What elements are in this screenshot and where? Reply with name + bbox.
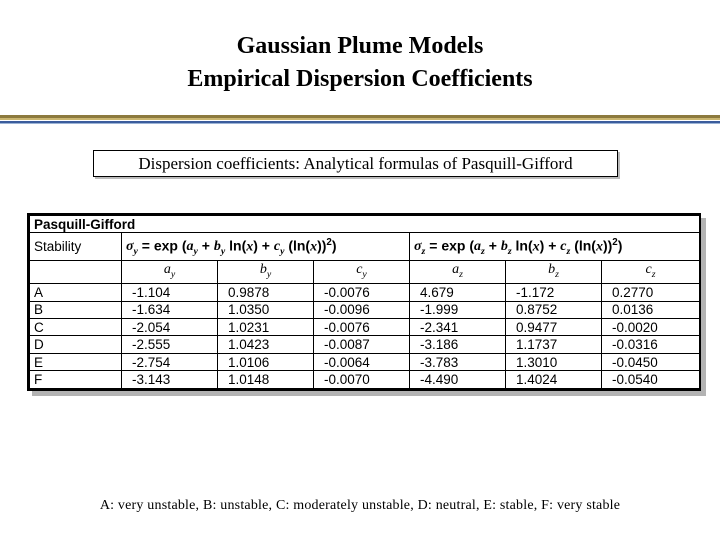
- coefficient-cell: 1.0350: [218, 301, 314, 318]
- coefficient-cell: -2.054: [122, 319, 218, 336]
- coefficient-cell: 0.9878: [218, 284, 314, 301]
- stability-legend: A: very unstable, B: unstable, C: moderately unstable, D: neutral, E: stable, F: very stable: [99, 498, 621, 513]
- stability-class: C: [30, 319, 122, 336]
- coefficient-cell: 1.3010: [506, 353, 602, 370]
- coefficient-cell: -3.783: [410, 353, 506, 370]
- coefficient-cell: -0.0076: [314, 284, 410, 301]
- title-line-1: Gaussian Plume Models: [236, 33, 484, 59]
- table-caption: Pasquill-Gifford: [30, 216, 700, 233]
- col-header-by: $b_y$: [218, 261, 314, 284]
- coefficients-table-container: [27, 213, 701, 391]
- stability-class: E: [30, 353, 122, 370]
- coefficient-cell: -0.0020: [602, 319, 700, 336]
- coefficient-cell: 0.0136: [602, 301, 700, 318]
- table-row: [30, 301, 700, 318]
- table-row: [30, 371, 700, 389]
- subtitle-box: Dispersion coefficients: Analytical formulas of Pasquill-Gifford: [93, 150, 618, 177]
- coefficient-cell: -0.0096: [314, 301, 410, 318]
- col-header-ay: $a_y$: [122, 261, 218, 284]
- coefficient-cell: 1.0231: [218, 319, 314, 336]
- coefficient-cell: 0.9477: [506, 319, 602, 336]
- coefficient-cell: 1.4024: [506, 371, 602, 389]
- col-header-bz: $b_z$: [506, 261, 602, 284]
- coefficient-cell: 1.1737: [506, 336, 602, 353]
- coefficient-cell: 0.2770: [602, 284, 700, 301]
- coefficient-cell: 1.0148: [218, 371, 314, 389]
- divider-rule: [0, 118, 720, 120]
- col-header-cz: $c_z$: [602, 261, 700, 284]
- stability-header: Stability: [30, 233, 122, 261]
- coefficient-cell: -2.555: [122, 336, 218, 353]
- coefficient-cell: 1.0423: [218, 336, 314, 353]
- coefficient-cell: -2.341: [410, 319, 506, 336]
- divider-rule: [0, 123, 720, 124]
- stability-class: B: [30, 301, 122, 318]
- coefficient-cell: -3.143: [122, 371, 218, 389]
- coefficient-cell: -2.754: [122, 353, 218, 370]
- coefficient-cell: 1.0106: [218, 353, 314, 370]
- coefficient-cell: -1.634: [122, 301, 218, 318]
- page-title: [0, 30, 720, 96]
- blank-header-cell: [30, 261, 122, 284]
- coefficient-cell: -3.186: [410, 336, 506, 353]
- title-line-2: Empirical Dispersion Coefficients: [187, 66, 533, 92]
- stability-class: F: [30, 371, 122, 389]
- coefficient-cell: -0.0316: [602, 336, 700, 353]
- col-header-cy: $c_y$: [314, 261, 410, 284]
- table-row: [30, 336, 700, 353]
- coefficient-cell: -1.104: [122, 284, 218, 301]
- table-row: [30, 319, 700, 336]
- coefficient-cell: -1.172: [506, 284, 602, 301]
- coefficient-cell: 0.8752: [506, 301, 602, 318]
- table-row: [30, 353, 700, 370]
- coefficient-cell: -0.0064: [314, 353, 410, 370]
- coefficient-cell: -0.0540: [602, 371, 700, 389]
- col-header-az: $a_z$: [410, 261, 506, 284]
- formula-sigma-z: $\sigma_z = \exp (a_z + b_z$ $\ln(x) + c_z$ $(\ln(x))^2$): [410, 233, 700, 261]
- stability-class: A: [30, 284, 122, 301]
- coefficient-cell: -1.999: [410, 301, 506, 318]
- coefficient-cell: -0.0076: [314, 319, 410, 336]
- coefficient-cell: -4.490: [410, 371, 506, 389]
- coefficient-cell: -0.0087: [314, 336, 410, 353]
- coefficients-table: [29, 215, 700, 389]
- formula-sigma-y: $\sigma_y = \exp (a_y + b_y$ $\ln(x) + c_y$ $(\ln(x))^2$): [122, 233, 410, 261]
- stability-class: D: [30, 336, 122, 353]
- coefficient-cell: 4.679: [410, 284, 506, 301]
- coefficient-cell: -0.0070: [314, 371, 410, 389]
- table-row: [30, 284, 700, 301]
- coefficient-cell: -0.0450: [602, 353, 700, 370]
